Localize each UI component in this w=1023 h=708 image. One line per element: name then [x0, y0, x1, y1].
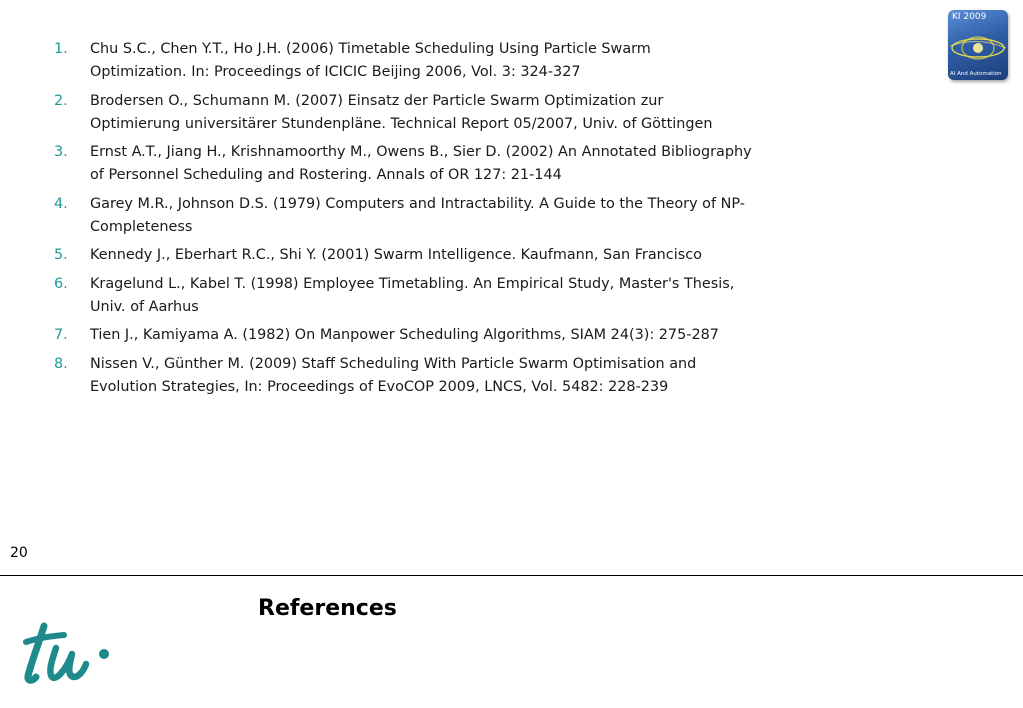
reference-text-line: Kragelund L., Kabel T. (1998) Employee Timetabling. An Empirical Study, Master's Thesis,	[90, 275, 735, 292]
reference-item	[54, 90, 844, 136]
reference-text-line: Brodersen O., Schumann M. (2007) Einsatz der Particle Swarm Optimization zur	[90, 92, 664, 109]
reference-text-line: Garey M.R., Johnson D.S. (1979) Computers and Intractability. A Guide to the Theory of NP-	[90, 195, 745, 212]
footer-divider	[0, 575, 1023, 576]
reference-text-line: Kennedy J., Eberhart R.C., Shi Y. (2001) Swarm Intelligence. Kaufmann, San Francisco	[90, 247, 702, 263]
reference-number: 8.	[54, 355, 68, 372]
reference-number: 5.	[54, 247, 68, 263]
reference-text-line: Ernst A.T., Jiang H., Krishnamoorthy M., Owens B., Sier D. (2002) An Annotated Bibliography	[90, 144, 752, 160]
reference-text-line: Optimierung universitärer Stundenpläne. Technical Report 05/2007, Univ. of Göttingen	[90, 115, 713, 132]
ki-2009-logo	[948, 10, 1008, 80]
reference-text-line: Chu S.C., Chen Y.T., Ho J.H. (2006) Timetable Scheduling Using Particle Swarm	[90, 41, 651, 57]
reference-number: 3.	[54, 144, 68, 160]
reference-number: 7.	[54, 327, 68, 343]
reference-text-line: Optimization. In: Proceedings of ICICIC Beijing 2006, Vol. 3: 324-327	[90, 64, 581, 80]
reference-item	[54, 193, 844, 239]
reference-item	[54, 141, 844, 187]
reference-item	[54, 273, 844, 319]
reference-text-line: of Personnel Scheduling and Rostering. Annals of OR 127: 21-144	[90, 167, 562, 183]
reference-text-line: Completeness	[90, 218, 193, 235]
slide-title: References	[258, 596, 397, 621]
references-list	[54, 38, 844, 404]
reference-item	[54, 324, 844, 347]
reference-item	[54, 353, 844, 399]
reference-item	[54, 244, 844, 267]
reference-text-line: Nissen V., Günther M. (2009) Staff Scheduling With Particle Swarm Optimisation and	[90, 355, 697, 372]
reference-item	[54, 38, 844, 84]
ki-logo-title: KI 2009	[952, 12, 987, 22]
reference-number: 2.	[54, 92, 68, 109]
reference-number: 6.	[54, 275, 68, 292]
reference-text-line: Tien J., Kamiyama A. (1982) On Manpower Scheduling Algorithms, SIAM 24(3): 275-287	[90, 327, 719, 343]
tu-university-logo	[22, 620, 114, 684]
reference-number: 1.	[54, 41, 68, 57]
reference-number: 4.	[54, 195, 68, 212]
reference-text-line: Evolution Strategies, In: Proceedings of EvoCOP 2009, LNCS, Vol. 5482: 228-239	[90, 378, 669, 395]
ki-logo-subtitle: AI And Automation	[950, 71, 1002, 77]
page-number: 20	[10, 545, 28, 561]
reference-text-line: Univ. of Aarhus	[90, 298, 199, 315]
